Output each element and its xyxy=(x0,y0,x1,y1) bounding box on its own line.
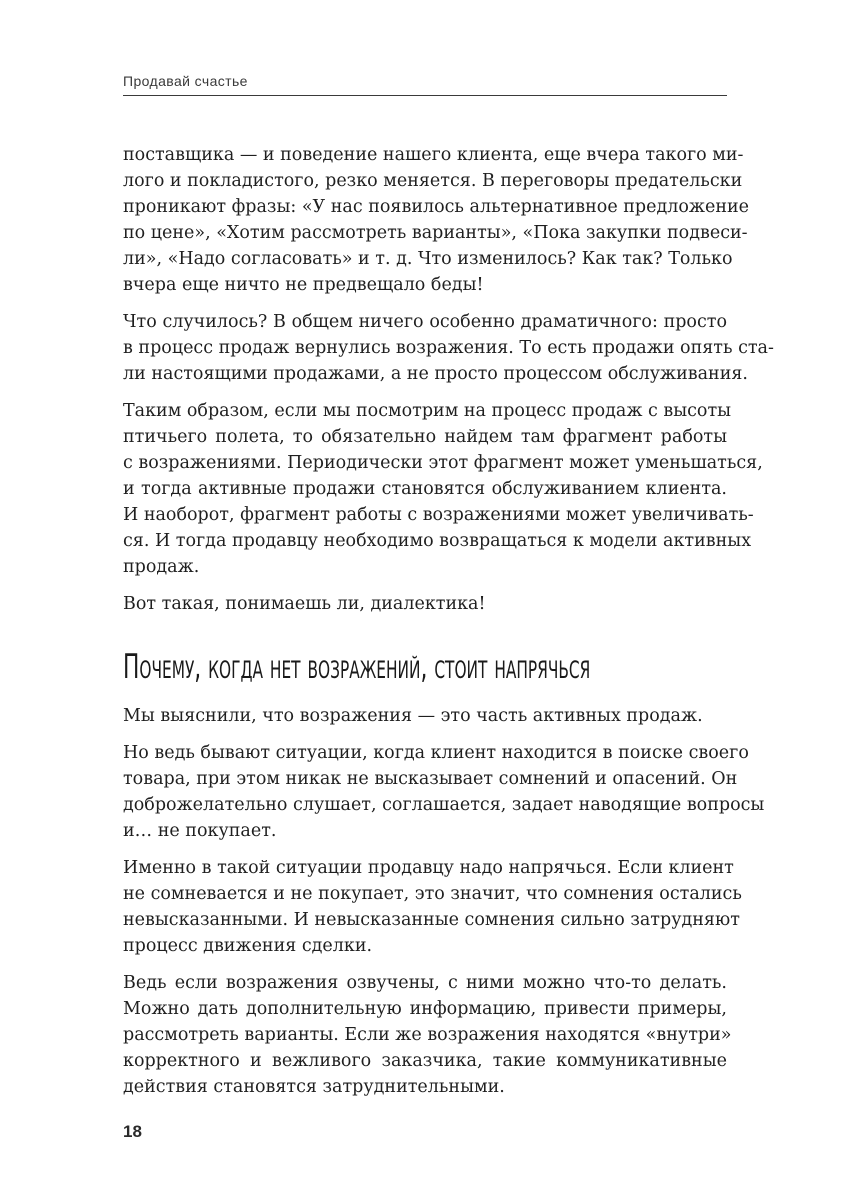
header-rule xyxy=(123,95,727,96)
paragraph xyxy=(123,740,765,844)
text-line: корректного и вежливого заказчика, такие коммуникативные xyxy=(123,1051,727,1071)
text-line: И наоборот, фрагмент работы с возражениями может увеличивать- xyxy=(123,505,754,525)
text-line: Именно в такой ситуации продавцу надо напрячься. Если клиент xyxy=(123,858,734,878)
section-objections xyxy=(123,703,765,1100)
text-line: птичьего полета, то обязательно найдем там фрагмент работы xyxy=(123,427,727,447)
text-line: действия становятся затруднительными. xyxy=(123,1077,505,1097)
paragraph xyxy=(123,855,742,959)
body-text xyxy=(123,142,774,1111)
paragraph xyxy=(123,970,732,1100)
text-line: вчера еще ничто не предвещало беды! xyxy=(123,275,484,295)
text-line: Мы выяснили, что возражения — это часть активных продаж. xyxy=(123,706,703,726)
text-line: невысказанными. И невысказанные сомнения сильно затрудняют xyxy=(123,910,740,930)
text-line: в процесс продаж вернулись возражения. То есть продажи опять ста- xyxy=(123,338,774,358)
text-line: доброжелательно слушает, соглашается, задает наводящие вопросы xyxy=(123,795,765,815)
text-line: Вот такая, понимаешь ли, диалектика! xyxy=(123,594,486,614)
text-line: рассмотреть варианты. Если же возражения находятся «внутри» xyxy=(123,1025,732,1045)
text-line: Что случилось? В общем ничего особенно драматичного: просто xyxy=(123,312,727,332)
section-intro xyxy=(123,142,774,617)
text-line: и тогда активные продажи становятся обслуживанием клиента. xyxy=(123,479,727,499)
text-line: продаж. xyxy=(123,557,200,577)
text-line: Таким образом, если мы посмотрим на процесс продаж с высоты xyxy=(123,401,732,421)
running-head: Продавай счастье xyxy=(123,73,248,89)
text-line: не сомневается и не покупает, это значит, что сомнения остались xyxy=(123,884,742,904)
text-line: товара, при этом никак не высказывает сомнений и опасений. Он xyxy=(123,769,738,789)
text-line: по цене», «Хотим рассмотреть варианты», «Пока закупки подвеси- xyxy=(123,223,748,243)
text-line: с возражениями. Периодически этот фрагмент может уменьшаться, xyxy=(123,453,763,473)
paragraph xyxy=(123,309,774,387)
text-line: и… не покупает. xyxy=(123,821,277,841)
text-line: ся. И тогда продавцу необходимо возвращаться к модели активных xyxy=(123,531,752,551)
text-line: проникают фразы: «У нас появилось альтернативное предложение xyxy=(123,197,750,217)
text-line: лого и покладистого, резко меняется. В переговоры предательски xyxy=(123,171,743,191)
text-line: Но ведь бывают ситуации, когда клиент находится в поиске своего xyxy=(123,743,749,763)
paragraph xyxy=(123,591,727,617)
text-line: ли», «Надо согласовать» и т. д. Что изменилось? Как так? Только xyxy=(123,249,733,269)
text-line: Ведь если возражения озвучены, с ними можно что-то делать. xyxy=(123,973,727,993)
paragraph xyxy=(123,703,727,729)
page-number: 18 xyxy=(123,1122,142,1141)
section-heading: Почему, когда нет возражений, стоит напрячься xyxy=(123,647,591,687)
paragraph xyxy=(123,142,750,298)
paragraph xyxy=(123,398,763,580)
text-line: поставщика — и поведение нашего клиента, еще вчера такого ми- xyxy=(123,145,744,165)
text-line: ли настоящими продажами, а не просто процессом обслуживания. xyxy=(123,364,748,384)
text-line: процесс движения сделки. xyxy=(123,936,373,956)
text-line: Можно дать дополнительную информацию, привести примеры, xyxy=(123,999,727,1019)
